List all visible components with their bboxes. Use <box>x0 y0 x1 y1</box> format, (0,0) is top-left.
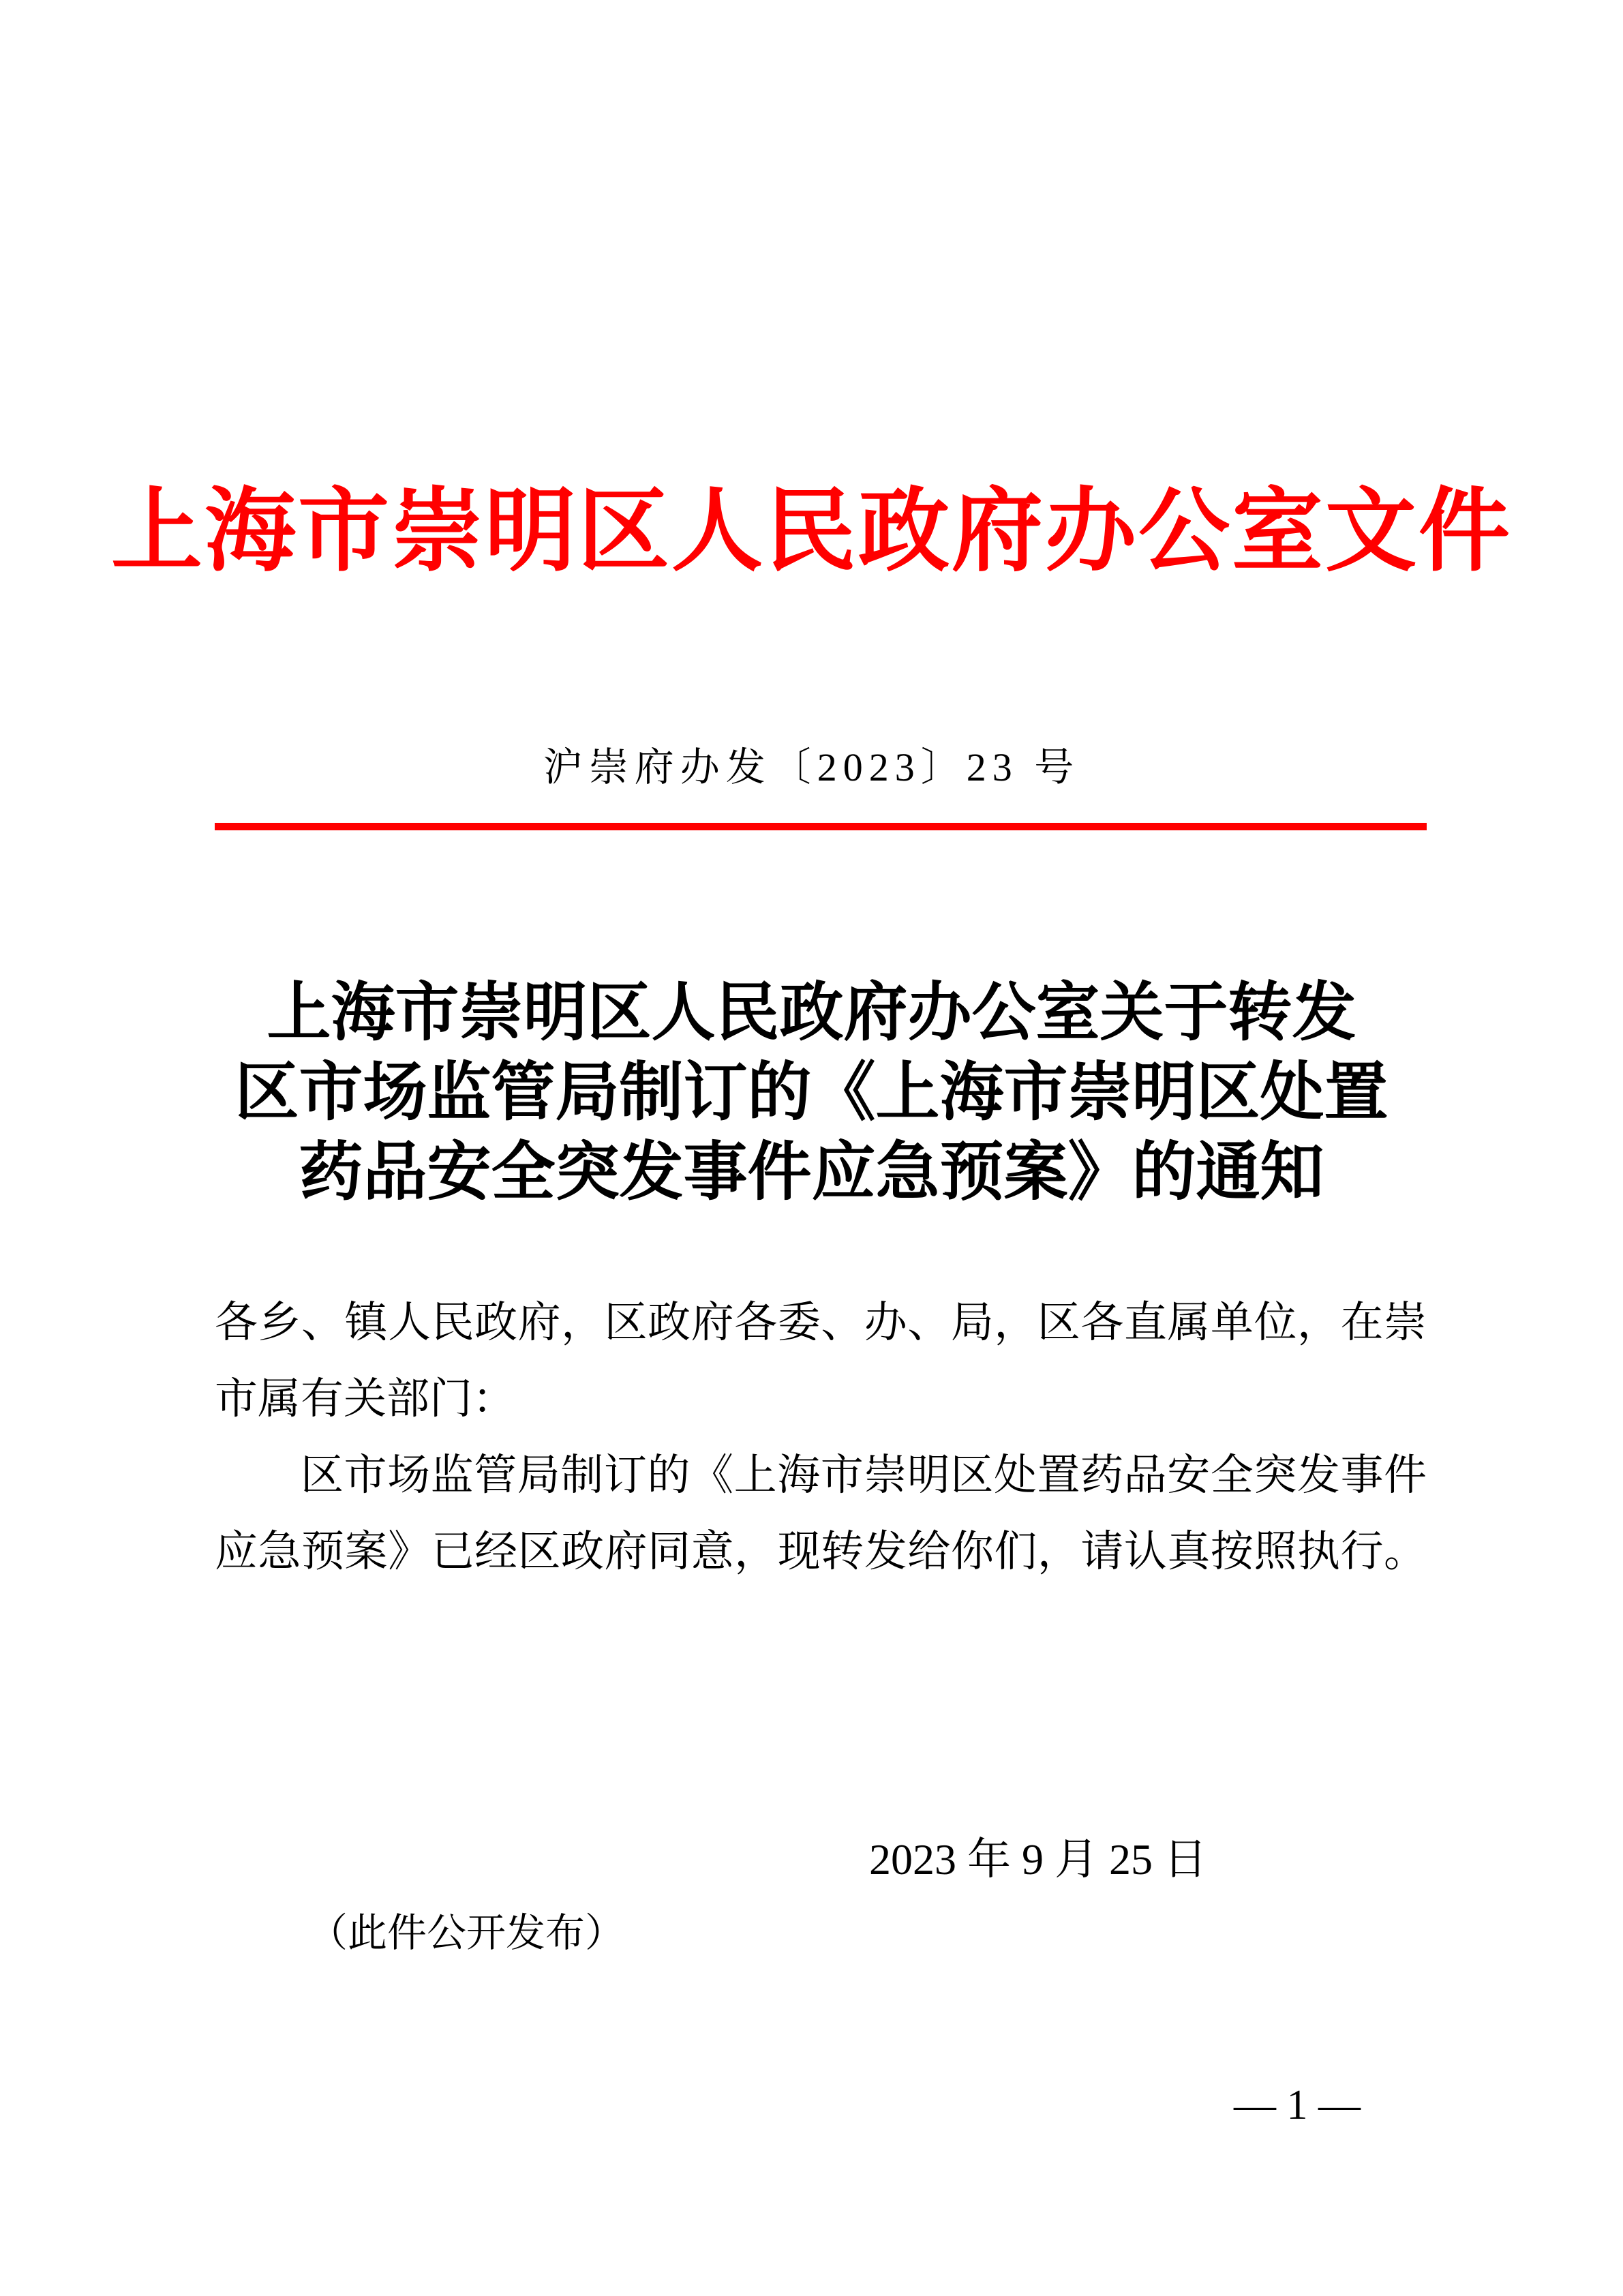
document-title-line-1: 上海市崇明区人民政府办公室关于转发 <box>267 978 1356 1048</box>
salutation-line-1: 各乡、镇人民政府，区政府各委、办、局，区各直属单位，在崇 <box>215 1299 1427 1346</box>
document-title-line-3: 药品安全突发事件应急预案》的通知 <box>299 1137 1324 1208</box>
page-number: — 1 — <box>1234 2082 1361 2128</box>
document-date: 2023 年 9 月 25 日 <box>869 1835 1207 1884</box>
document-title-line-2: 区市场监管局制订的《上海市崇明区处置 <box>234 1057 1389 1128</box>
public-release-note: （此件公开发布） <box>308 1911 625 1955</box>
doc-reference-number: 沪崇府办发〔2023〕23 号 <box>543 745 1080 789</box>
document-body <box>215 1284 1427 1590</box>
document-title <box>0 973 1623 1213</box>
body-paragraph-line-1: 区市场监管局制订的《上海市崇明区处置药品安全突发事件 <box>301 1451 1427 1499</box>
body-paragraph-line-2: 应急预案》已经区政府同意，现转发给你们，请认真按照执行。 <box>215 1528 1427 1575</box>
salutation-line-2: 市属有关部门： <box>215 1375 515 1423</box>
red-divider-rule <box>215 823 1427 830</box>
letterhead-title: 上海市崇明区人民政府办公室文件 <box>110 481 1512 582</box>
